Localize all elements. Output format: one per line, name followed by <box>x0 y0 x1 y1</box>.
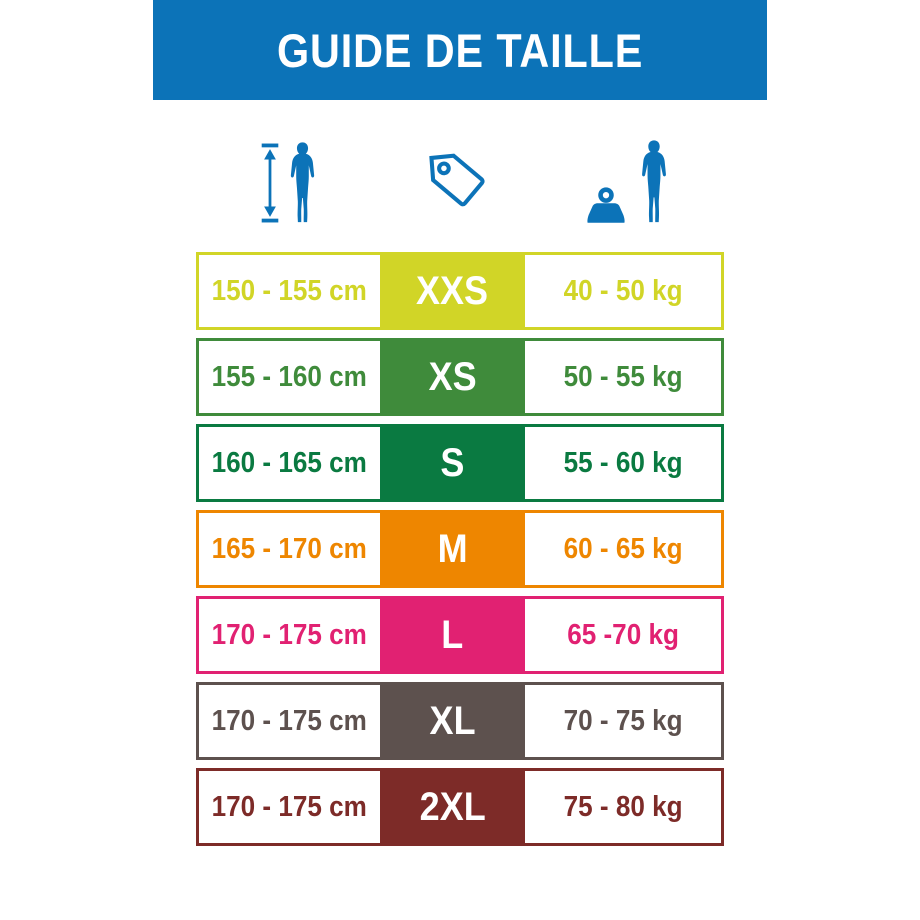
height-range-cell <box>199 255 380 327</box>
size-label-cell <box>380 255 525 327</box>
weight-legend <box>525 128 724 224</box>
weight-range-cell <box>525 513 721 585</box>
weight-range-text: 50 - 55 kg <box>563 360 683 393</box>
weight-range-text: 40 - 50 kg <box>563 274 683 307</box>
weight-range-text: 65 -70 kg <box>567 618 679 651</box>
size-row <box>196 424 724 502</box>
size-label-cell <box>380 771 525 843</box>
size-label-text: 2XL <box>419 784 486 829</box>
page-title: GUIDE DE TAILLE <box>276 23 644 77</box>
height-range-cell <box>199 685 380 757</box>
size-label-cell <box>380 427 525 499</box>
weight-range-cell <box>525 599 721 671</box>
person-icon <box>290 142 315 224</box>
size-row <box>196 596 724 674</box>
size-label-text: XL <box>429 698 476 743</box>
header-banner <box>153 0 767 100</box>
size-label-text: M <box>437 526 468 571</box>
height-range-text: 150 - 155 cm <box>211 274 368 307</box>
size-row <box>196 510 724 588</box>
size-row <box>196 252 724 330</box>
size-row <box>196 338 724 416</box>
weight-range-cell <box>525 685 721 757</box>
weight-range-text: 60 - 65 kg <box>563 532 683 565</box>
size-label-text: XXS <box>416 268 489 313</box>
weight-range-cell <box>525 341 721 413</box>
legend-icons-row <box>196 128 724 224</box>
weight-range-text: 70 - 75 kg <box>563 704 683 737</box>
height-range-text: 170 - 175 cm <box>211 618 368 651</box>
weight-range-cell <box>525 255 721 327</box>
height-legend <box>196 128 380 224</box>
size-tag-icon <box>416 139 490 213</box>
person-icon <box>641 140 667 224</box>
size-label-cell <box>380 599 525 671</box>
size-tag-legend <box>380 128 525 224</box>
height-range-text: 170 - 175 cm <box>211 790 368 823</box>
size-label-cell <box>380 513 525 585</box>
height-range-text: 170 - 175 cm <box>211 704 368 737</box>
size-label-text: XS <box>428 354 477 399</box>
weight-icon <box>583 187 629 224</box>
weight-range-text: 55 - 60 kg <box>563 446 683 479</box>
size-table <box>196 252 724 854</box>
height-range-cell <box>199 341 380 413</box>
size-row <box>196 682 724 760</box>
size-label-cell <box>380 685 525 757</box>
height-range-cell <box>199 599 380 671</box>
size-label-cell <box>380 341 525 413</box>
size-label-text: S <box>440 440 465 485</box>
size-label-text: L <box>441 612 464 657</box>
height-range-cell <box>199 513 380 585</box>
height-range-text: 155 - 160 cm <box>211 360 368 393</box>
height-arrow-icon <box>261 142 279 224</box>
weight-range-cell <box>525 427 721 499</box>
height-range-cell <box>199 427 380 499</box>
size-row <box>196 768 724 846</box>
weight-range-text: 75 - 80 kg <box>563 790 683 823</box>
height-range-text: 165 - 170 cm <box>211 532 368 565</box>
height-range-text: 160 - 165 cm <box>211 446 368 479</box>
weight-range-cell <box>525 771 721 843</box>
height-range-cell <box>199 771 380 843</box>
